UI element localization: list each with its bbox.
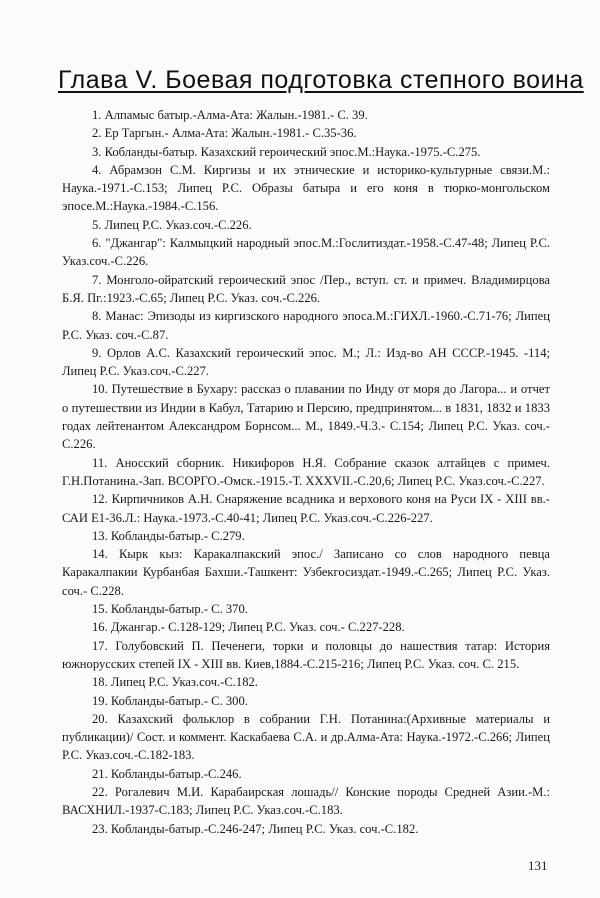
endnote-item xyxy=(62,216,550,234)
endnote-item xyxy=(62,527,550,545)
chapter-title-text: Глава V. Боевая подготовка степного воина xyxy=(58,66,584,94)
endnote-text: Кирпичников А.Н. Снаряжение всадника и верхового коня на Руси IX - XIII вв.- САИ Е1-36.Л.: Наука.-1973.-С.40-41; Липец Р.С. Указ.соч.-С.226-227. xyxy=(62,492,550,525)
endnote-text: Манас: Эпизоды из киргизского народного эпоса.М.:ГИХЛ.-1960.-С.71-76; Липец Р.С. Указ. соч.-С.87. xyxy=(62,309,550,342)
endnote-item xyxy=(62,161,550,216)
endnote-text: Казахский фольклор в собрании Г.Н. Потанина:(Архивные материалы и публикации)/ Сост. и коммент. Каскабаева С.А. и др.Алма-Ата: Наука.-1972.-С.266; Липец Р.С. Указ.соч.-С.182-183. xyxy=(62,711,550,763)
endnote-item xyxy=(62,490,550,527)
endnote-text: Липец Р.С. Указ.соч.-С.226. xyxy=(104,217,252,232)
endnote-text: Монголо-ойратский героический эпос /Пер., вступ. ст. и примеч. Владимирцова Б.Я. Пг.:1923.-С.65; Липец Р.С. Указ. соч.-С.226. xyxy=(62,272,550,305)
chapter-title xyxy=(58,64,584,96)
endnote-text: Кобланды-батыр. Казахский героический эпос.М.:Наука.-1975.-С.275. xyxy=(104,144,481,159)
endnote-number: 8. xyxy=(92,309,102,324)
endnote-item xyxy=(62,344,550,381)
endnote-text: Путешествие в Бухару: рассказ о плавании по Инду от моря до Лагора... и отчет о путешествии из Индии в Кабул, Татарию и Персию, предпринятом... в 1831, 1832 и 1833 годах лейтенантом Александром Борнсом... М., 1849.-Ч.3.- С.154; Липец Р.С. Указ. соч.-С.226. xyxy=(62,382,550,452)
endnote-number: 15. xyxy=(92,602,108,617)
endnote-text: Голубовский П. Печенеги, торки и половцы до нашествия татар: История южнорусских степей IX - XIII вв. Киев,1884.-С.215-216; Липец Р.С. Указ. соч. С. 215. xyxy=(62,638,550,671)
endnote-number: 21. xyxy=(92,766,108,781)
endnote-item xyxy=(62,710,550,765)
endnote-item xyxy=(62,271,550,308)
endnotes-list xyxy=(62,106,550,838)
endnote-number: 10. xyxy=(92,382,108,397)
endnote-item xyxy=(62,545,550,600)
endnote-item xyxy=(62,454,550,491)
endnote-text: Липец Р.С. Указ.соч.-С.182. xyxy=(110,675,258,690)
endnote-text: Кобланды-батыр.- С.279. xyxy=(110,528,245,543)
endnote-number: 7. xyxy=(92,272,102,287)
endnote-text: Кобланды-батыр.-С.246-247; Липец Р.С. Указ. соч.-С.182. xyxy=(110,821,419,836)
endnote-text: Джангар.- С.128-129; Липец Р.С. Указ. соч.- С.227-228. xyxy=(110,620,405,635)
endnote-number: 18. xyxy=(92,675,108,690)
endnote-number: 12. xyxy=(92,492,108,507)
endnote-item xyxy=(62,143,550,161)
endnote-number: 23. xyxy=(92,821,108,836)
endnote-item xyxy=(62,692,550,710)
endnote-item xyxy=(62,783,550,820)
endnote-text: Аносский сборник. Никифоров Н.Я. Собрание сказок алтайцев с примеч. Г.Н.Потанина.-Зап. ВСОРГО.-Омск.-1915.-Т. XXXVII.-С.20,6; Липец Р.С. Указ.соч.-С.227. xyxy=(62,455,550,488)
endnote-number: 1. xyxy=(92,108,102,122)
endnote-number: 16. xyxy=(92,620,108,635)
endnote-item xyxy=(62,380,550,453)
endnote-text: Ер Таргын.- Алма-Ата: Жалын.-1981.- С.35-36. xyxy=(104,126,357,141)
page-number: 131 xyxy=(528,858,548,873)
endnote-number: 20. xyxy=(92,711,108,726)
endnote-number: 2. xyxy=(92,126,102,141)
endnote-number: 4. xyxy=(92,162,102,177)
endnote-number: 17. xyxy=(92,638,108,653)
endnote-text: Рогалевич М.И. Карабаирская лошадь// Конские породы Средней Азии.-М.: ВАСХНИЛ.-1937-С.183; Липец Р.С. Указ.соч.-С.183. xyxy=(62,784,550,818)
endnote-text: Кобланды-батыр.- С. 300. xyxy=(110,693,248,708)
endnote-item xyxy=(62,820,550,838)
endnote-number: 9. xyxy=(92,345,102,360)
endnote-item xyxy=(62,106,550,124)
endnote-item xyxy=(62,600,550,618)
endnote-number: 22. xyxy=(92,784,108,799)
endnote-number: 6. xyxy=(92,236,102,251)
endnote-item xyxy=(62,234,550,271)
endnote-item xyxy=(62,673,550,691)
endnote-number: 14. xyxy=(92,547,108,562)
endnote-item xyxy=(62,124,550,142)
endnote-item xyxy=(62,307,550,344)
endnote-item xyxy=(62,637,550,674)
endnote-text: Орлов А.С. Казахский героический эпос. М.; Л.: Изд-во АН СССР.-1945. -114; Липец Р.С. Указ.соч.-С.227. xyxy=(62,345,550,379)
endnote-number: 13. xyxy=(92,528,108,543)
endnote-number: 19. xyxy=(92,693,108,708)
endnote-text: Кырк кыз: Каракалпакский эпос./ Записано со слов народного певца Каракалпакии Курбанбая Бахши.-Ташкент: Узбекгосиздат.-1949.-С.265; Липец Р.С. Указ. соч.- С.228. xyxy=(62,547,550,598)
endnote-text: Кобланды-батыр.-С.246. xyxy=(110,766,242,781)
endnote-text: Кобланды-батыр.- С. 370. xyxy=(110,602,248,617)
endnote-number: 5. xyxy=(92,217,102,232)
endnote-item xyxy=(62,618,550,636)
endnote-number: 3. xyxy=(92,144,102,159)
endnote-text: "Джангар": Калмыцкий народный эпос.М.:Гослитиздат.-1958.-С.47-48; Липец Р.С. Указ.соч.-С.226. xyxy=(62,236,550,269)
endnote-number: 11. xyxy=(92,455,108,470)
endnote-text: Алпамыс батыр.-Алма-Ата: Жалын.-1981.- С. 39. xyxy=(104,108,368,122)
endnote-text: Абрамзон С.М. Киргизы и их этнические и историко-культурные связи.М.: Наука.-1971.-С.153; Липец Р.С. Образы батыра и его коня в тюрко-монгольском эпосе.М.:Наука.-1984.-С.156. xyxy=(62,162,550,214)
endnote-item xyxy=(62,765,550,783)
